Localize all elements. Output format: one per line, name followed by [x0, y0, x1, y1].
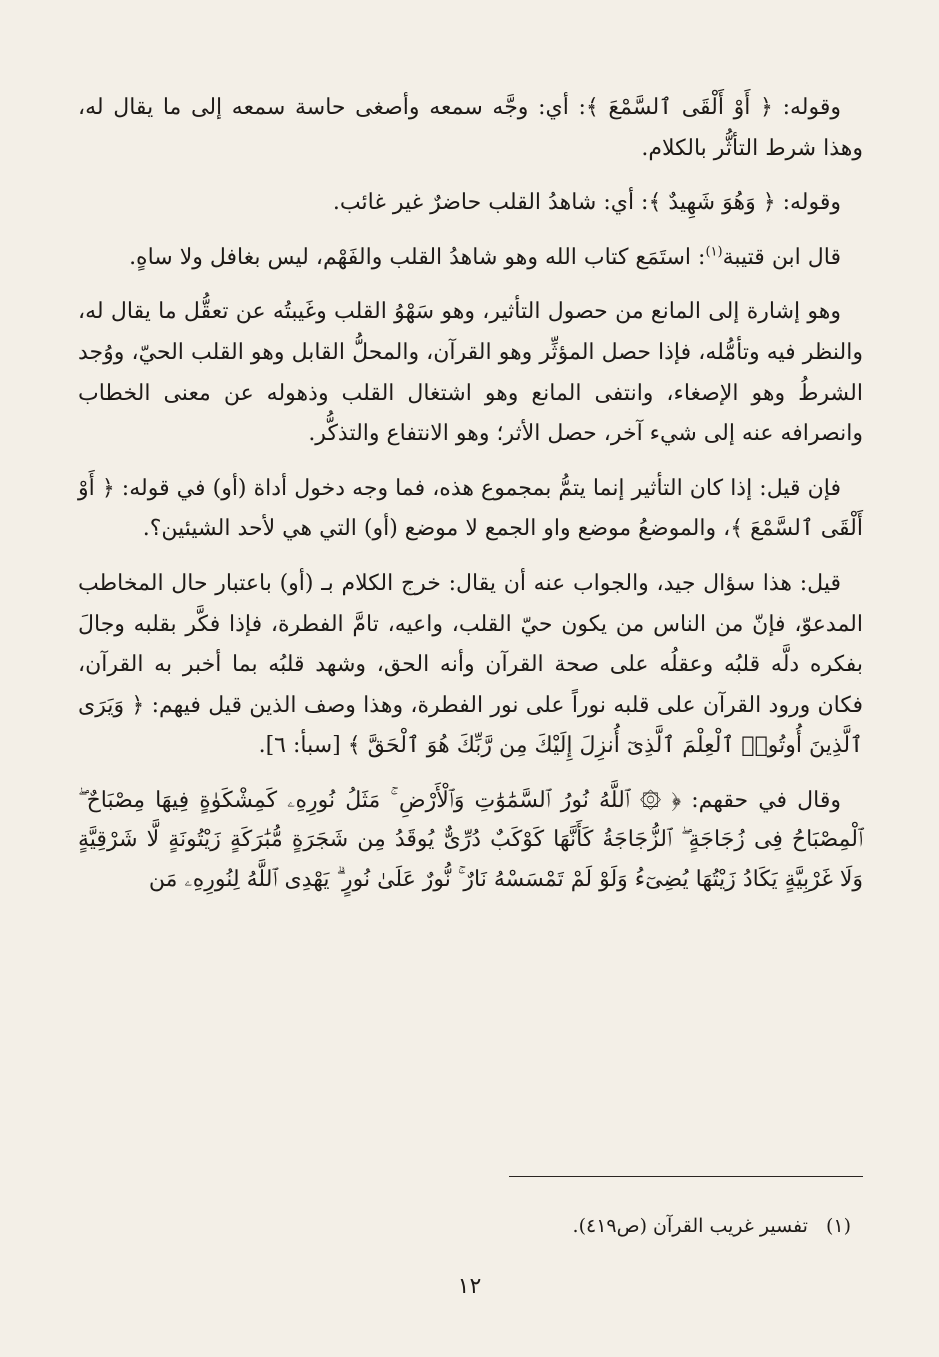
paragraph-answer: قيل: هذا سؤال جيد، والجواب عنه أن يقال: خرج الكلام بـ (أو) باعتبار حال المخاطب المدعوّ، فإنّ من الناس من يكون حيّ القلب، واعيه، تامَّ الفطرة، فإذا فكَّر بقلبه وجالَ بفكره دلَّه قلبُه وعقلُه على صحة القرآن وأنه الحق، وشهد قلبُه بما أخبر به القرآن، فكان ورود القرآن على قلبه نوراً على نور الفطرة، وهذا وصف الذين قيل فيهم: ﴿ وَيَرَى ٱلَّذِينَ أُوتُوا۟ ٱلْعِلْمَ ٱلَّذِىٓ أُنزِلَ إِلَيْكَ مِن رَّبِّكَ هُوَ ٱلْحَقَّ ﴾ [سبأ: ٦]. — [78, 570, 863, 759]
paragraph-wa-huwa-shahid: وقوله: ﴿ وَهُوَ شَهِيدٌ ﴾: أي: شاهدُ القلب حاضرٌ غير غائب. — [332, 190, 841, 216]
footnote-divider — [509, 1176, 863, 1177]
footnote-number: (١) — [825, 1215, 851, 1237]
paragraph-ayat-al-nur: وقال في حقهم: ﴿ ۞ ٱللَّهُ نُورُ ٱلسَّمَٰوَٰتِ وَٱلْأَرْضِ ۚ مَثَلُ نُورِهِۦ كَمِشْكَوٰةٍ فِيهَا مِصْبَاحٌ ۖ ٱلْمِصْبَاحُ فِى زُجَاجَةٍ ۖ ٱلزُّجَاجَةُ كَأَنَّهَا كَوْكَبٌ دُرِّىٌّ يُوقَدُ مِن شَجَرَةٍ مُّبَٰرَكَةٍ زَيْتُونَةٍ لَّا شَرْقِيَّةٍ وَلَا غَرْبِيَّةٍ يَكَادُ زَيْتُهَا يُضِىٓءُ وَلَوْ لَمْ تَمْسَسْهُ نَارٌ ۚ نُّورٌ عَلَىٰ نُورٍ ۗ يَهْدِى ٱللَّهُ لِنُورِهِۦ مَن — [78, 787, 863, 892]
footnote-text: تفسير غريب القرآن (ص٤١٩). — [572, 1215, 808, 1237]
footnote-reference-marker: (١) — [705, 244, 723, 260]
ibn-qutayba-quote: استَمَع كتاب الله وهو شاهدُ القلب والفَهْم، ليس بغافل ولا ساهٍ. — [129, 244, 692, 270]
footnote — [573, 1212, 851, 1240]
ibn-qutayba-lead: قال ابن قتيبة — [722, 244, 841, 270]
paragraph-mani-al-tathir: وهو إشارة إلى المانع من حصول التأثير، وهو سَهْوُ القلب وغَيبتُه عن تعقُّل ما يقال له، والنظر فيه وتأمُّله، فإذا حصل المؤثِّر وهو القرآن، والمحلُّ القابل وهو القلب الحيّ، ووُجد الشرطُ وهو الإصغاء، وانتفى المانع وهو اشتغال القلب وذهوله عن معنى الخطاب وانصرافه عنه إلى شيء آخر، حصل الأثر؛ وهو الانتفاع والتذكُّر. — [78, 299, 863, 447]
paragraph-ibn-qutayba — [78, 238, 863, 279]
ibn-qutayba-colon: : — [698, 244, 706, 270]
paragraph-question-aw: فإن قيل: إذا كان التأثير إنما يتمُّ بمجموع هذه، فما وجه دخول أداة (أو) في قوله: ﴿ أَوْ أَلْقَى ٱلسَّمْعَ ﴾، والموضعُ موضع واو الجمع لا موضع (أو) التي هي لأحد الشيئين؟. — [78, 475, 863, 542]
paragraph-ilqa-al-sam: وقوله: ﴿ أَوْ أَلْقَى ٱلسَّمْعَ ﴾: أي: وجَّه سمعه وأصغى حاسة سمعه إلى ما يقال له، وهذا شرط التأثُّر بالكلام. — [78, 95, 863, 161]
page-body — [78, 88, 863, 899]
page-number: ١٢ — [457, 1274, 482, 1299]
